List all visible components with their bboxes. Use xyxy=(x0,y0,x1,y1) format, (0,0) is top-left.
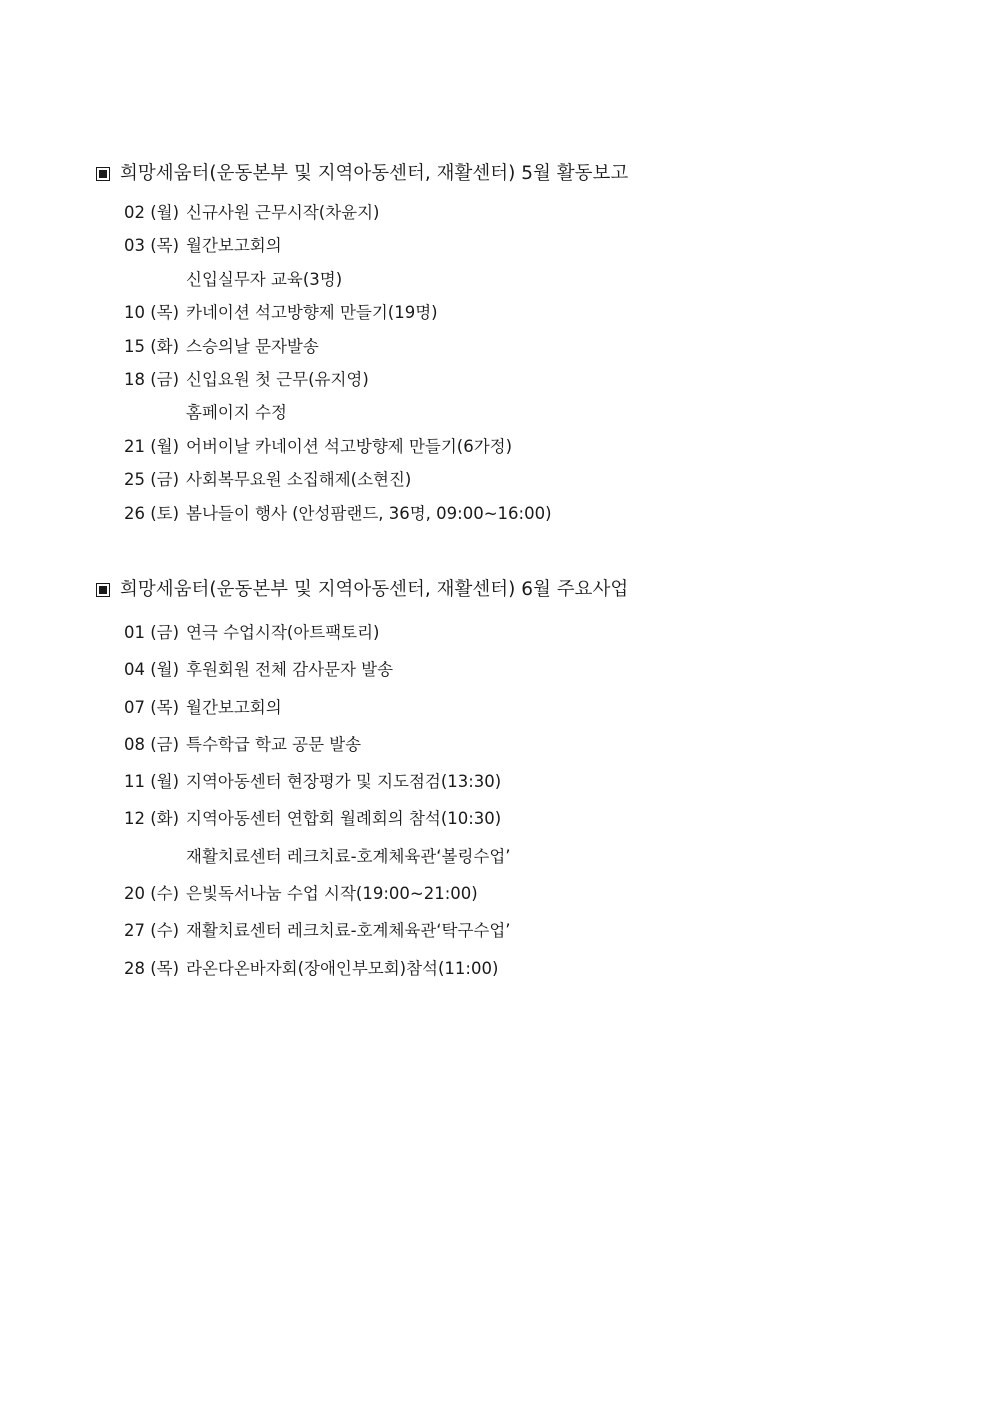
entry-text: 후원회원 전체 감사문자 발송 xyxy=(186,660,394,680)
entry-text: 재활치료센터 레크치료-호계체육관‘탁구수업’ xyxy=(186,921,511,941)
entry-text: 월간보고회의 xyxy=(186,236,282,256)
entry-text: 신입실무자 교육(3명) xyxy=(186,269,343,289)
list-item xyxy=(124,229,552,262)
entry-text: 신규사원 근무시작(차윤지) xyxy=(186,203,380,222)
entry-date: 07 (목) xyxy=(124,697,180,717)
square-bullet-icon xyxy=(96,583,110,597)
entry-date: 01 (금) xyxy=(124,623,180,642)
entry-date xyxy=(124,396,186,429)
list-item xyxy=(124,726,511,763)
june-plan-title: 희망세움터(운동본부 및 지역아동센터, 재활센터) 6월 주요사업 xyxy=(120,579,629,600)
square-bullet-icon xyxy=(96,167,110,181)
entry-date: 21 (월) xyxy=(124,436,180,456)
entry-date xyxy=(124,263,186,296)
entry-date: 03 (목) xyxy=(124,236,180,256)
list-item xyxy=(124,651,511,688)
entry-text: 재활치료센터 레크치료-호계체육관‘볼링수업’ xyxy=(186,846,511,866)
entry-date: 26 (토) xyxy=(124,503,180,523)
list-item xyxy=(124,689,511,726)
june-entry-list xyxy=(124,614,511,987)
entry-text: 특수학급 학교 공문 발송 xyxy=(186,734,362,754)
entry-date: 27 (수) xyxy=(124,921,180,941)
list-item xyxy=(124,875,511,912)
entry-text: 지역아동센터 연합회 월례회의 참석(10:30) xyxy=(186,809,502,829)
may-report-heading xyxy=(96,162,628,186)
entry-date xyxy=(124,838,186,875)
list-item xyxy=(124,763,511,800)
entry-text: 은빛독서나눔 수업 시작(19:00~21:00) xyxy=(186,884,478,904)
entry-text: 라온다온바자회(장애인부모회)참석(11:00) xyxy=(186,958,499,978)
entry-date: 25 (금) xyxy=(124,470,180,490)
list-item xyxy=(124,363,552,396)
list-item xyxy=(124,912,511,949)
may-report-title: 희망세움터(운동본부 및 지역아동센터, 재활센터) 5월 활동보고 xyxy=(120,163,629,184)
entry-date: 12 (화) xyxy=(124,809,180,829)
list-item xyxy=(124,330,552,363)
list-item xyxy=(124,196,552,229)
list-item xyxy=(124,463,552,496)
entry-date: 10 (목) xyxy=(124,303,180,323)
list-item xyxy=(124,800,511,837)
entry-date: 04 (월) xyxy=(124,660,180,680)
entry-date: 28 (목) xyxy=(124,958,180,978)
list-item xyxy=(124,497,552,530)
list-item xyxy=(124,263,552,296)
entry-text: 사회복무요원 소집해제(소현진) xyxy=(186,470,412,490)
entry-text: 홈페이지 수정 xyxy=(186,403,287,423)
entry-text: 봄나들이 행사 (안성팜랜드, 36명, 09:00~16:00) xyxy=(186,503,552,523)
list-item xyxy=(124,950,511,987)
entry-date: 11 (월) xyxy=(124,772,180,792)
list-item xyxy=(124,296,552,329)
entry-date: 15 (화) xyxy=(124,336,180,356)
list-item xyxy=(124,838,511,875)
list-item xyxy=(124,396,552,429)
entry-text: 지역아동센터 현장평가 및 지도점검(13:30) xyxy=(186,772,502,792)
list-item xyxy=(124,614,511,651)
entry-date: 18 (금) xyxy=(124,369,180,389)
entry-text: 연극 수업시작(아트팩토리) xyxy=(186,623,380,642)
entry-text: 월간보고회의 xyxy=(186,697,282,717)
entry-text: 카네이션 석고방향제 만들기(19명) xyxy=(186,303,438,323)
entry-text: 어버이날 카네이션 석고방향제 만들기(6가정) xyxy=(186,436,513,456)
entry-date: 02 (월) xyxy=(124,203,180,222)
list-item xyxy=(124,430,552,463)
entry-text: 스승의날 문자발송 xyxy=(186,336,319,356)
entry-text: 신입요원 첫 근무(유지영) xyxy=(186,369,369,389)
may-entry-list xyxy=(124,196,552,530)
june-plan-heading xyxy=(96,578,628,602)
entry-date: 20 (수) xyxy=(124,884,180,904)
entry-date: 08 (금) xyxy=(124,734,180,754)
